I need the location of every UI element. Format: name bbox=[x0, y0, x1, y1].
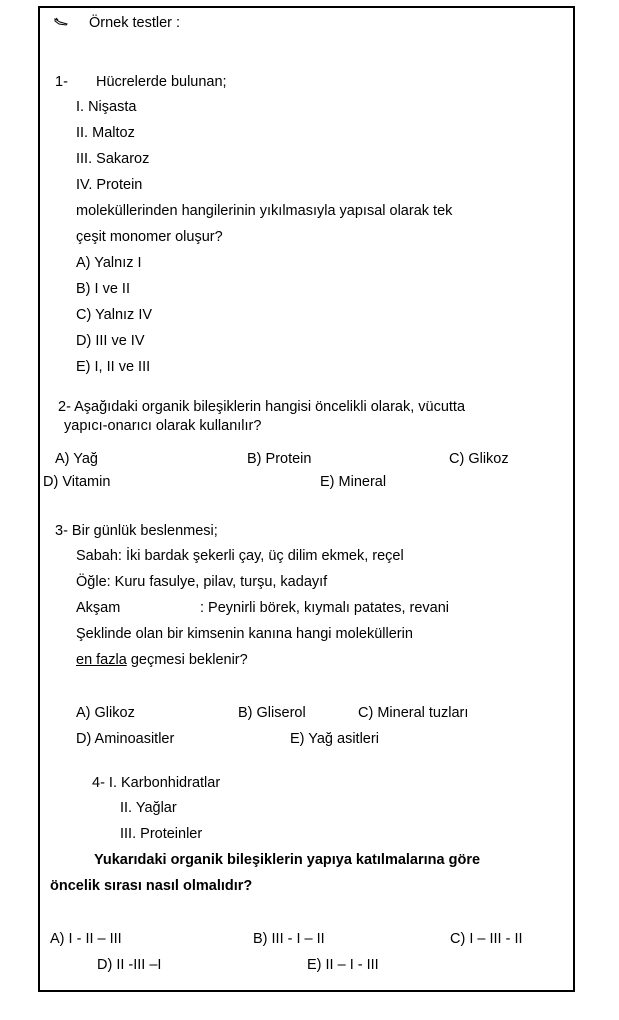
q3-option: D) Aminoasitler bbox=[76, 731, 175, 747]
q2-option: E) Mineral bbox=[320, 474, 387, 490]
q4-option: A) I - II – III bbox=[50, 931, 122, 947]
q3-question-rest: geçmesi beklenir? bbox=[126, 652, 248, 668]
q1-question: moleküllerinden hangilerinin yıkılmasıyla yapısal olarak tek bbox=[76, 203, 453, 219]
section-title: Örnek testler : bbox=[89, 15, 181, 31]
q4-item: III. Proteinler bbox=[120, 826, 203, 842]
q3-question: Şeklinde olan bir kimsenin kanına hangi moleküllerin bbox=[76, 626, 413, 642]
q3-option: A) Glikoz bbox=[76, 705, 135, 721]
q3-stem: 3- Bir günlük beslenmesi; bbox=[55, 523, 218, 539]
q3-evening-text: : Peynirli börek, kıymalı patates, revani bbox=[200, 600, 450, 616]
q4-item: II. Yağlar bbox=[120, 800, 177, 816]
q2-stem: yapıcı-onarıcı olarak kullanılır? bbox=[64, 418, 262, 434]
q3-option: E) Yağ asitleri bbox=[290, 731, 379, 747]
q2-option: B) Protein bbox=[247, 451, 312, 467]
q4-option: D) II -III –I bbox=[97, 957, 162, 973]
q1-item: III. Sakaroz bbox=[76, 151, 150, 167]
q3-option: B) Gliserol bbox=[238, 705, 306, 721]
q2-option: A) Yağ bbox=[55, 451, 98, 467]
q1-option: A) Yalnız I bbox=[76, 255, 142, 271]
q1-stem: Hücrelerde bulunan; bbox=[96, 74, 227, 90]
q2-option: C) Glikoz bbox=[449, 451, 509, 467]
q1-number: 1- bbox=[55, 74, 68, 90]
q4-stem: 4- I. Karbonhidratlar bbox=[92, 775, 221, 791]
q2-option: D) Vitamin bbox=[43, 474, 111, 490]
q1-option: D) III ve IV bbox=[76, 333, 145, 349]
q1-item: I. Nişasta bbox=[76, 99, 137, 115]
q3-noon: Öğle: Kuru fasulye, pilav, turşu, kadayıf bbox=[76, 574, 328, 590]
q1-item: II. Maltoz bbox=[76, 125, 135, 141]
q1-option: E) I, II ve III bbox=[76, 359, 151, 375]
q4-question: öncelik sırası nasıl olmalıdır? bbox=[50, 878, 253, 894]
q3-evening-label: Akşam bbox=[76, 600, 121, 616]
q4-question: Yukarıdaki organik bileşiklerin yapıya katılmalarına göre bbox=[94, 852, 481, 868]
q1-option: B) I ve II bbox=[76, 281, 130, 297]
q1-option: C) Yalnız IV bbox=[76, 307, 153, 323]
q2-stem: 2- Aşağıdaki organik bileşiklerin hangisi öncelikli olarak, vücutta bbox=[58, 399, 466, 415]
q1-item: IV. Protein bbox=[76, 177, 143, 193]
q4-option: C) I – III - II bbox=[450, 931, 523, 947]
q1-question: çeşit monomer oluşur? bbox=[76, 229, 223, 245]
q3-morning: Sabah: İki bardak şekerli çay, üç dilim ekmek, reçel bbox=[76, 548, 404, 564]
q3-question bbox=[76, 651, 248, 669]
q4-option: B) III - I – II bbox=[253, 931, 325, 947]
q4-option: E) II – I - III bbox=[307, 957, 379, 973]
emphasis-underline: en fazla bbox=[76, 652, 127, 668]
q3-option: C) Mineral tuzları bbox=[358, 705, 469, 721]
pencil-hand-icon bbox=[54, 16, 68, 26]
